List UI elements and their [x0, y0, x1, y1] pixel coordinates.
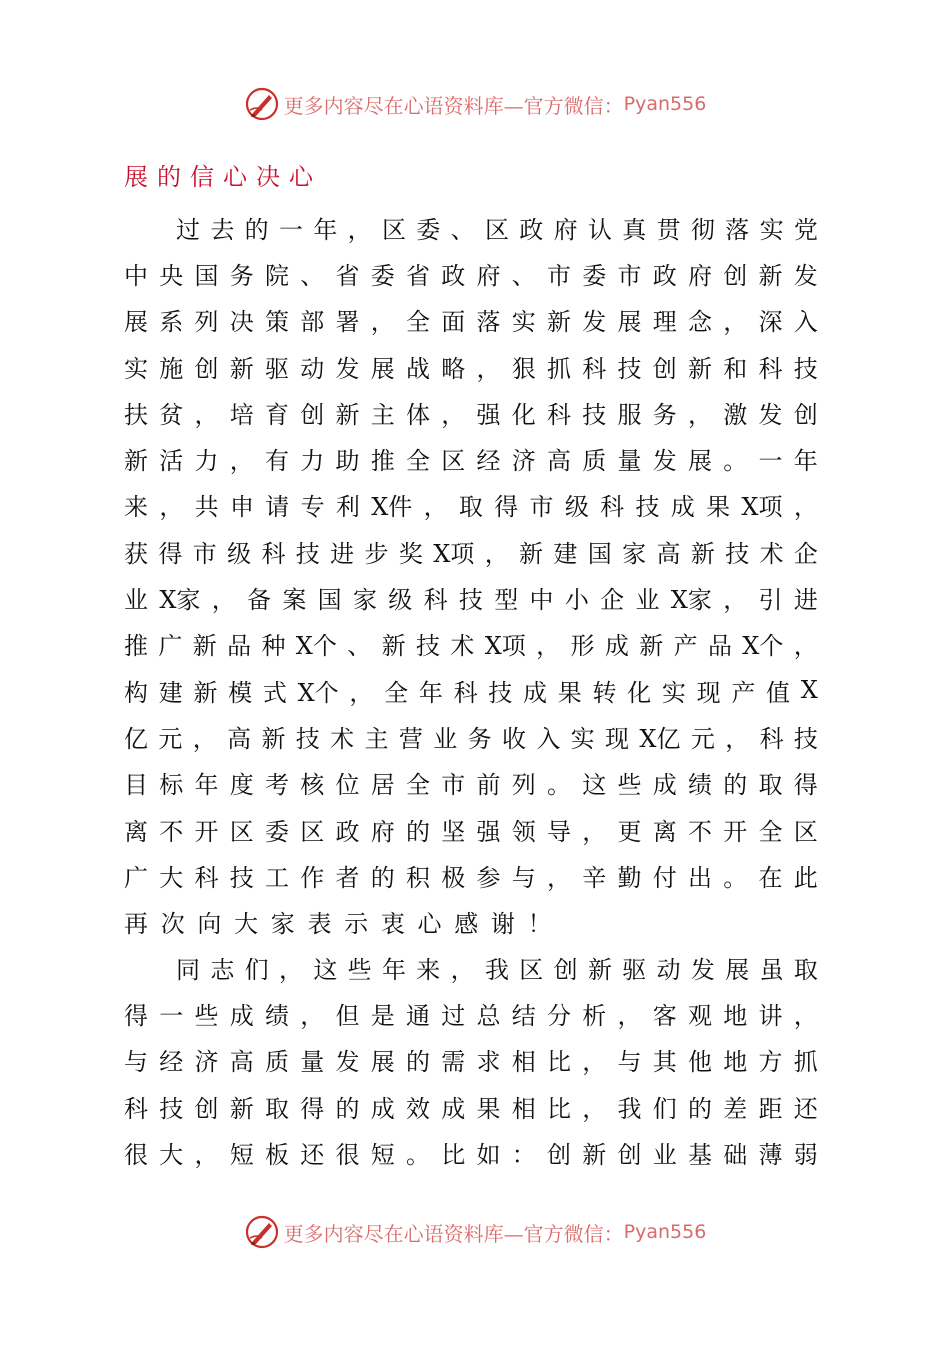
text-line: 业 X家 ， 备 案 国 家 级 科 技 型 中 小 企 业 X家 ， 引 进 — [124, 586, 818, 615]
header-watermark-banner — [0, 84, 950, 124]
text-line: 获 得 市 级 科 技 进 步 奖 X项 ， 新 建 国 家 高 新 技 术 企 — [124, 539, 818, 568]
paragraph-2 — [124, 944, 818, 1175]
text-line: 与 经 济 高 质 量 发 展 的 需 求 相 比 ， 与 其 他 地 方 抓 — [124, 1048, 818, 1077]
watermark-text: 更多内容尽在心语资料库—官方微信： — [283, 1221, 624, 1246]
text-line: 同 志 们 ， 这 些 年 来 ， 我 区 创 新 驱 动 发 展 虽 取 — [176, 955, 818, 984]
watermark-text: 更多内容尽在心语资料库—官方微信： — [283, 93, 624, 118]
paragraph-1 — [124, 204, 818, 945]
text-line: 中 央 国 务 院 、 省 委 省 政 府 、 市 委 市 政 府 创 新 发 — [124, 261, 818, 290]
text-line: 展 系 列 决 策 部 署 ， 全 面 落 实 新 发 展 理 念 ， 深 入 — [124, 308, 818, 337]
section-heading: 展的信心决心 — [124, 163, 322, 191]
wechat-id: Pyan556 — [623, 93, 707, 115]
footer-watermark-banner — [0, 1212, 950, 1252]
wechat-id: Pyan556 — [623, 1221, 707, 1243]
text-line: 很 大 ， 短 板 还 很 短 。 比 如 ： 创 新 创 业 基 础 薄 弱 — [124, 1140, 818, 1169]
text-line: 来 ， 共 申 请 专 利 X件 ， 取 得 市 级 科 技 成 果 X项 ， — [124, 493, 818, 522]
text-line: 广 大 科 技 工 作 者 的 积 极 参 与 ， 辛 勤 付 出 。 在 此 — [124, 863, 818, 892]
text-line: 扶 贫 ， 培 育 创 新 主 体 ， 强 化 科 技 服 务 ， 激 发 创 — [124, 400, 818, 429]
text-line: 亿 元 ， 高 新 技 术 主 营 业 务 收 入 实 现 X亿 元 ， 科 技 — [124, 724, 818, 753]
text-line: 实 施 创 新 驱 动 发 展 战 略 ， 狠 抓 科 技 创 新 和 科 技 — [124, 354, 818, 383]
pen-logo-icon — [244, 1214, 280, 1250]
text-line: 目 标 年 度 考 核 位 居 全 市 前 列 。 这 些 成 绩 的 取 得 — [124, 771, 818, 800]
text-line: 构 建 新 模 式 X个 ， 全 年 科 技 成 果 转 化 实 现 产 值 X — [124, 676, 818, 707]
text-line: 再 次 向 大 家 表 示 衷 心 感 谢 ！ — [124, 910, 552, 939]
text-line: 推 广 新 品 种 X个 、 新 技 术 X项 ， 形 成 新 产 品 X个 ， — [124, 632, 818, 661]
text-line: 科 技 创 新 取 得 的 成 效 成 果 相 比 ， 我 们 的 差 距 还 — [124, 1094, 818, 1123]
text-line: 得 一 些 成 绩 ， 但 是 通 过 总 结 分 析 ， 客 观 地 讲 ， — [124, 1001, 818, 1030]
pen-logo-icon — [244, 86, 280, 122]
text-line: 过 去 的 一 年 ， 区 委 、 区 政 府 认 真 贯 彻 落 实 党 — [176, 215, 818, 244]
text-line: 新 活 力 ， 有 力 助 推 全 区 经 济 高 质 量 发 展 。 一 年 — [124, 447, 818, 476]
text-line: 离 不 开 区 委 区 政 府 的 坚 强 领 导 ， 更 离 不 开 全 区 — [124, 817, 818, 846]
